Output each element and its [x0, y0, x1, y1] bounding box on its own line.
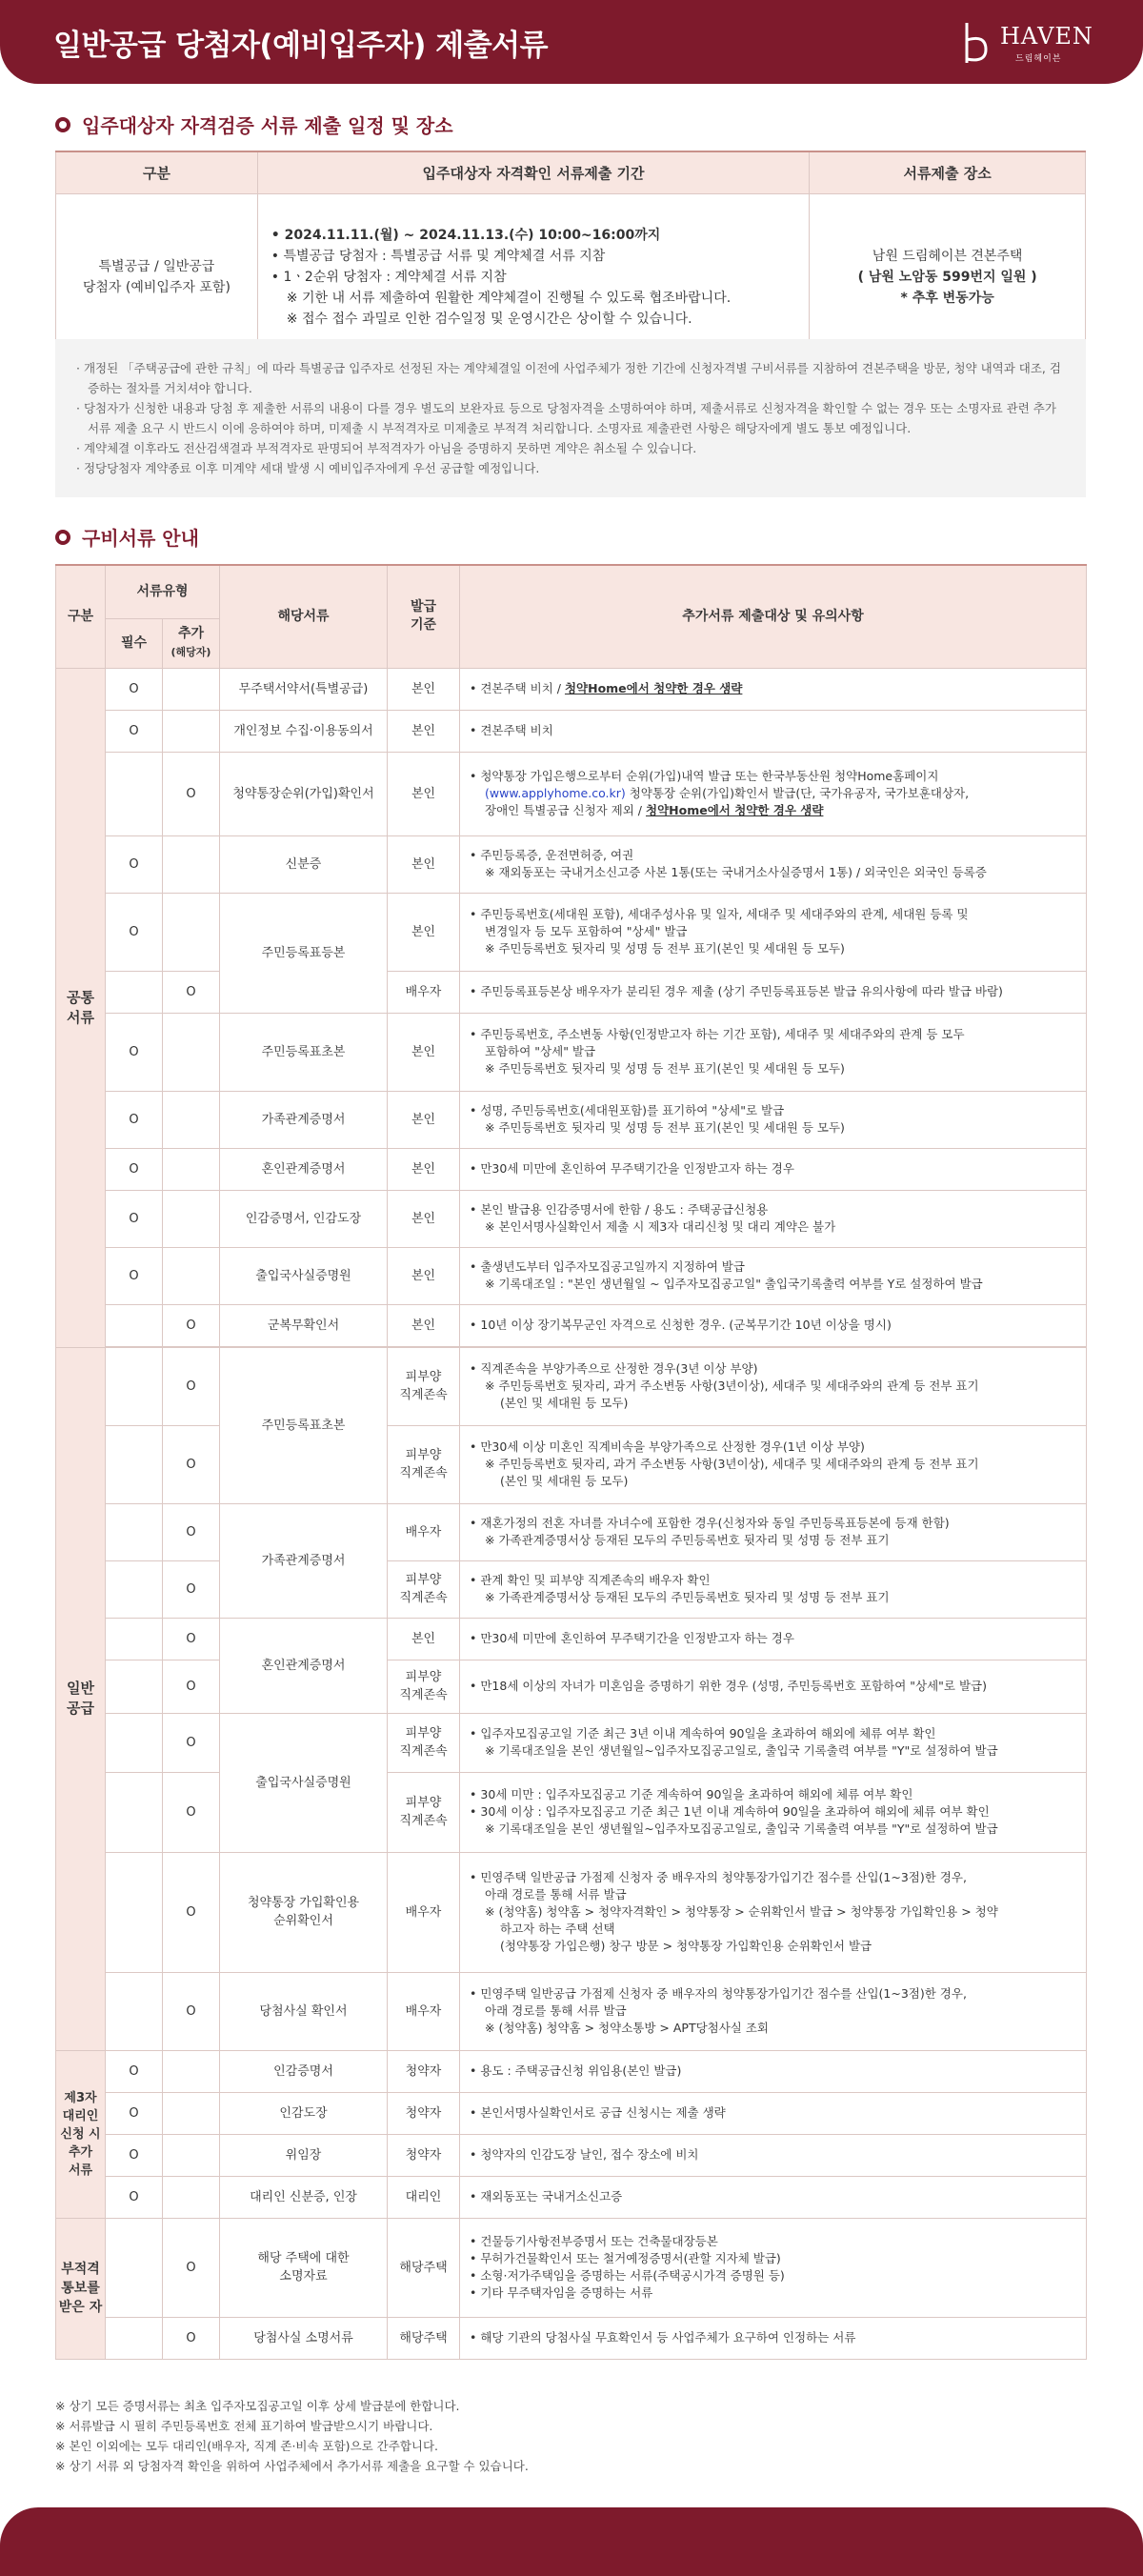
col-header-division: 구분	[56, 565, 106, 668]
footnote-item: ※ 서류발급 시 필히 주민등록번호 전체 표기하여 발급받으시기 바랍니다.	[55, 2419, 433, 2433]
notice-item: · 계약체결 이후라도 전산검색결과 부적격자로 판명되어 부적격자가 아님을 증명하지 못하면 계약은 취소될 수 있습니다.	[76, 441, 697, 455]
group-general: 일반 공급	[56, 1347, 106, 2050]
table-row: O 당첨사실 확인서 배우자 • 민영주택 일반공급 가점제 신청자 중 배우자의 청약통장가입기간 점수를 산입(1~3점)한 경우, 아래 경로를 통해 서류 발급 ※ (청약홈) 청약홈 > 청약소통방 > APT당첨사실 조회	[56, 1972, 1087, 2050]
table-row: O 가족관계증명서 본인 • 성명, 주민등록번호(세대원포함)를 표기하여 "상세"로 발급 ※ 주민등록번호 뒷자리 및 성명 등 전부 표기(본인 및 세대원 등 모두)	[56, 1091, 1087, 1148]
table-row: O 혼인관계증명서 본인 • 만30세 미만에 혼인하여 무주택기간을 인정받고자 하는 경우	[56, 1618, 1087, 1660]
col-header-document: 해당서류	[220, 565, 388, 668]
col-header-additional: 추가 (해당자)	[163, 618, 220, 668]
table-row: O 주민등록표등본 본인 • 주민등록번호(세대원 포함), 세대주성사유 및 일자, 세대주 및 세대주와의 관계, 세대원 등록 및 변경일자 등 모두 포함하여 "상세" 발급 ※ 주민등록번호 뒷자리 및 성명 등 전부 표기(본인 및 세대원 등 모두)	[56, 893, 1087, 971]
table-row: O 피부양 직계존속 • 관계 확인 및 피부양 직계존속의 배우자 확인 ※ 가족관계증명서상 등재된 모두의 주민등록번호 뒷자리 및 성명 등 전부 표기	[56, 1560, 1087, 1618]
table-row: O 당첨사실 소명서류 해당주택 • 해당 기관의 당첨사실 무효확인서 등 사업주체가 요구하여 인정하는 서류	[56, 2317, 1087, 2359]
table-row: O 대리인 신분증, 인장 대리인 • 재외동포는 국내거소신고증	[56, 2176, 1087, 2218]
haven-logo	[962, 21, 1095, 65]
schedule-place: 남원 드림헤이븐 견본주택 ( 남원 노암동 599번지 일원 ) * 추후 변동가능	[810, 193, 1086, 361]
footnote-item: ※ 본인 이외에는 모두 대리인(배우자, 직계 존·비속 포함)으로 간주합니다.	[55, 2439, 439, 2453]
logo-subtext: 드림헤이븐	[1015, 54, 1062, 64]
table-row: 일반 공급 O 주민등록표초본 피부양 직계존속 • 직계존속을 부양가족으로 산정한 경우(3년 이상 부양) ※ 주민등록번호 뒷자리, 과거 주소변동 사항(3년이상), 세대주 및 세대주와의 관계 등 전부 표기 (본인 및 세대원 등 모두)	[56, 1347, 1087, 1425]
notice-item: · 당첨자가 신청한 내용과 당첨 후 제출한 서류의 내용이 다를 경우 별도의 보완자료 등으로 당첨자격을 소명하여야 하며, 제출서류로 신청자격을 확인할 수 없는 경우 또는 소명자료 관련 추가서류 제출 요구 시 반드시 이에 응하여야 하며, 미제출 시 부적격자로 미제출로 부적격 처리합니다. 소명자료 제출관련 사항은 해당자에게 별도 통보 예정입니다.	[76, 401, 1056, 435]
schedule-table	[55, 151, 1086, 362]
section-title-schedule: 입주대상자 자격검증 서류 제출 일정 및 장소	[55, 111, 453, 138]
table-row: O 혼인관계증명서 본인 • 만30세 미만에 혼인하여 무주택기간을 인정받고자 하는 경우	[56, 1148, 1087, 1190]
table-row: O 신분증 본인 • 주민등록증, 운전면허증, 여권 ※ 재외동포는 국내거소신고증 사본 1통(또는 국내거소사실증명서 1통) / 외국인은 외국인 등록증	[56, 835, 1087, 893]
applyhome-link[interactable]: (www.applyhome.co.kr)	[485, 786, 626, 800]
section-title-documents: 구비서류 안내	[55, 523, 199, 551]
col-header-type: 서류유형	[106, 565, 220, 618]
group-proxy: 제3자 대리인 신청 시 추가 서류	[56, 2050, 106, 2218]
table-row: O 위임장 청약자 • 청약자의 인감도장 날인, 접수 장소에 비치	[56, 2134, 1087, 2176]
col-header-place: 서류제출 장소	[810, 151, 1086, 193]
table-row: O 청약통장 가입확인용 순위확인서 배우자 • 민영주택 일반공급 가점제 신청자 중 배우자의 청약통장가입기간 점수를 산입(1~3점)한 경우, 아래 경로를 통해 서류 발급 ※ (청약홈) 청약홈 > 청약자격확인 > 청약통장 > 순위확인서 발급 > 청약통장 가입확인용 > 청약 하고자 하는 주택 선택 (청약통장 가입은행) 창구 방문 > 청약통장 가입확인용 순위확인서 발급	[56, 1852, 1087, 1972]
footnote-item: ※ 상기 서류 외 당첨자격 확인을 위하여 사업주체에서 추가서류 제출을 요구할 수 있습니다.	[55, 2459, 529, 2473]
notice-box	[55, 339, 1086, 497]
table-row: O 출입국사실증명원 본인 • 출생년도부터 입주자모집공고일까지 지정하여 발급 ※ 기록대조일 : "본인 생년월일 ~ 입주자모집공고일" 출입국기록출력 여부를 Y로 설정하여 발급	[56, 1247, 1087, 1304]
table-row: 부적격 통보를 받은 자 O 해당 주택에 대한 소명자료 해당주택 • 건물등기사항전부증명서 또는 건축물대장등본 • 무허가건물확인서 또는 철거예정증명서(관할 지자체 발급) • 소형·저가주택임을 증명하는 서류(주택공시가격 증명원 등) • 기타 무주택자임을 증명하는 서류	[56, 2218, 1087, 2317]
footnotes	[55, 2396, 1086, 2476]
page-header	[0, 0, 1143, 84]
ring-bullet-icon	[55, 530, 70, 545]
group-ineligible: 부적격 통보를 받은 자	[56, 2218, 106, 2359]
col-header-remarks: 추가서류 제출대상 및 유의사항	[460, 565, 1087, 668]
col-header-required: 필수	[106, 618, 163, 668]
footnote-item: ※ 상기 모든 증명서류는 최초 입주자모집공고일 이후 상세 발급분에 한합니다.	[55, 2399, 460, 2413]
group-common: 공통 서류	[56, 668, 106, 1347]
table-row: O 가족관계증명서 배우자 • 재혼가정의 전혼 자녀를 자녀수에 포함한 경우(신청자와 동일 주민등록표등본에 등재 한함) ※ 가족관계증명서상 등재된 모두의 주민등록번호 뒷자리 및 성명 등 전부 표기	[56, 1503, 1087, 1560]
table-row: O 청약통장순위(가입)확인서 본인 • 청약통장 가입은행으로부터 순위(가입)내역 발급 또는 한국부동산원 청약Home홈페이지 (www.applyhome.co.kr) 청약통장 순위(가입)확인서 발급(단, 국가유공자, 국가보훈대상자, 장애인 특별공급 신청자 제외 / 청약Home에서 청약한 경우 생략	[56, 752, 1087, 835]
schedule-category: 특별공급 / 일반공급 당첨자 (예비입주자 포함)	[56, 193, 258, 361]
col-header-division: 구분	[56, 151, 258, 193]
notice-item: · 정당당첨자 계약종료 이후 미계약 세대 발생 시 예비입주자에게 우선 공급할 예정입니다.	[76, 461, 540, 475]
footer-bar	[0, 2507, 1143, 2576]
table-row: 공통 서류 O 무주택서약서(특별공급) 본인 • 견본주택 비치 / 청약Home에서 청약한 경우 생략	[56, 668, 1087, 710]
page-title: 일반공급 당첨자(예비입주자) 제출서류	[53, 29, 549, 63]
table-row: O 배우자 • 주민등록표등본상 배우자가 분리된 경우 제출 (상기 주민등록표등본 발급 유의사항에 따라 발급 바람)	[56, 971, 1087, 1013]
table-row: O 피부양 직계존속 • 만30세 이상 미혼인 직계비속을 부양가족으로 산정한 경우(1년 이상 부양) ※ 주민등록번호 뒷자리, 과거 주소변동 사항(3년이상), 세대주 및 세대주와의 관계 등 전부 표기 (본인 및 세대원 등 모두)	[56, 1425, 1087, 1503]
table-row: O 개인정보 수집·이용동의서 본인 • 견본주택 비치	[56, 710, 1087, 752]
logo-mark-icon	[962, 21, 991, 65]
table-row: O 주민등록표초본 본인 • 주민등록번호, 주소변동 사항(인정받고자 하는 기간 포함), 세대주 및 세대주와의 관계 등 모두 포함하여 "상세" 발급 ※ 주민등록번호 뒷자리 및 성명 등 전부 표기(본인 및 세대원 등 모두)	[56, 1013, 1087, 1091]
table-row: O 인감증명서, 인감도장 본인 • 본인 발급용 인감증명서에 한함 / 용도 : 주택공급신청용 ※ 본인서명사실확인서 제출 시 제3자 대리신청 및 대리 계약은 불가	[56, 1190, 1087, 1247]
schedule-period: • 2024.11.11.(월) ~ 2024.11.13.(수) 10:00~16:00까지 • 특별공급 당첨자 : 특별공급 서류 및 계약체결 서류 지참 • 1ㆍ2순위 당첨자 : 계약체결 서류 지참 ※ 기한 내 서류 제출하여 원활한 계약체결이 진행될 수 있도록 협조바랍니다. ※ 접수 접수 과밀로 인한 검수일정 및 운영시간은 상이할 수 있습니다.	[257, 193, 810, 361]
table-row: O 출입국사실증명원 피부양 직계존속 • 입주자모집공고일 기준 최근 3년 이내 계속하여 90일을 초과하여 해외에 체류 여부 확인 ※ 기록대조일을 본인 생년월일~입주자모집공고일로, 출입국 기록출력 여부를 "Y"로 설정하여 발급	[56, 1713, 1087, 1772]
table-row: O 인감도장 청약자 • 본인서명사실확인서로 공급 신청시는 제출 생략	[56, 2092, 1087, 2134]
ring-bullet-icon	[55, 117, 70, 132]
table-row: O 피부양 직계존속 • 30세 미만 : 입주자모집공고 기준 계속하여 90일을 초과하여 해외에 체류 여부 확인 • 30세 이상 : 입주자모집공고 기준 최근 1년 이내 계속하여 90일을 초과하여 해외에 체류 여부 확인 ※ 기록대조일을 본인 생년월일~입주자모집공고일로, 출입국 기록출력 여부를 "Y"로 설정하여 발급	[56, 1772, 1087, 1852]
logo-text: HAVEN	[1000, 23, 1093, 50]
col-header-period: 입주대상자 자격확인 서류제출 기간	[257, 151, 810, 193]
documents-table	[55, 564, 1087, 2360]
table-row: O 피부양 직계존속 • 만18세 이상의 자녀가 미혼임을 증명하기 위한 경우 (성명, 주민등록번호 포함하여 "상세"로 발급)	[56, 1660, 1087, 1713]
table-row: 제3자 대리인 신청 시 추가 서류 O 인감증명서 청약자 • 용도 : 주택공급신청 위임용(본인 발급)	[56, 2050, 1087, 2092]
table-row: O 군복무확인서 본인 • 10년 이상 장기복무군인 자격으로 신청한 경우. (군복무기간 10년 이상을 명시)	[56, 1304, 1087, 1346]
notice-item: · 개정된 「주택공급에 관한 규칙」에 따라 특별공급 입주자로 선정된 자는 계약체결일 이전에 사업주체가 정한 기간에 신청자격별 구비서류를 지참하여 견본주택을 방문, 청약 내역과 대조, 검증하는 절차를 거치셔야 합니다.	[76, 361, 1061, 395]
col-header-issuer: 발급 기준	[388, 565, 460, 668]
